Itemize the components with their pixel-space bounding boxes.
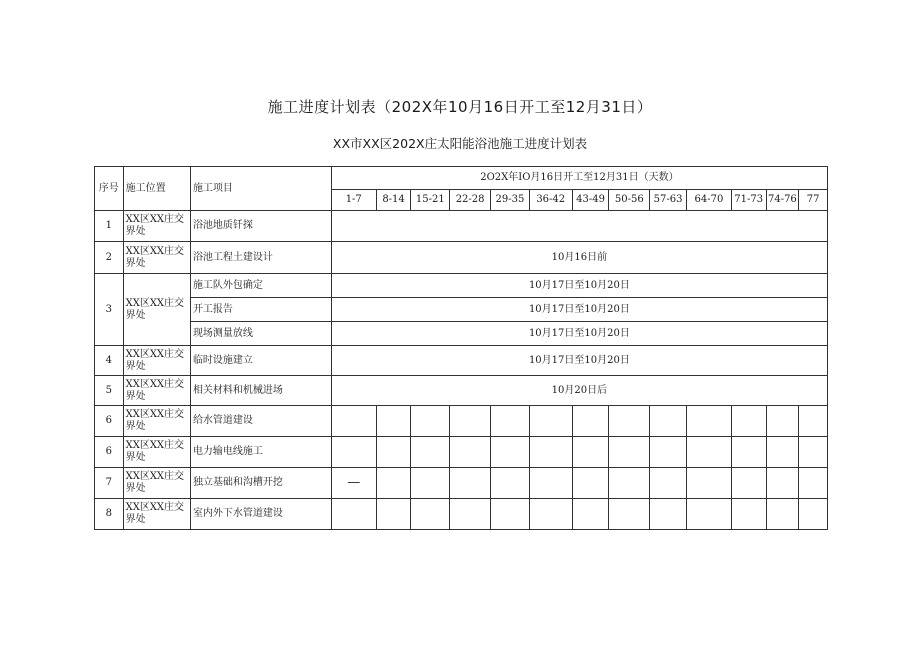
grid-cell xyxy=(731,437,766,468)
grid-cell xyxy=(731,468,766,499)
period-cell: 15-21 xyxy=(411,190,450,211)
period-cell: 50-56 xyxy=(609,190,650,211)
row-item: 室内外下水管道建设 xyxy=(190,499,331,530)
row-no: 8 xyxy=(95,499,124,530)
grid-cell xyxy=(331,406,376,437)
row-item: 施工队外包确定 xyxy=(190,274,331,298)
grid-cell xyxy=(411,406,450,437)
grid-cell xyxy=(491,499,530,530)
row-location: XX区XX庄交界处 xyxy=(123,406,190,437)
grid-cell xyxy=(376,468,411,499)
table-row xyxy=(95,499,828,530)
grid-cell xyxy=(650,406,687,437)
row-location: XX区XX庄交界处 xyxy=(123,499,190,530)
table-row xyxy=(95,274,828,298)
row-no: 2 xyxy=(95,242,124,274)
grid-cell xyxy=(799,437,828,468)
grid-cell xyxy=(572,437,609,468)
period-cell: 1-7 xyxy=(331,190,376,211)
row-location: XX区XX庄交界处 xyxy=(123,211,190,242)
row-item: 给水管道建设 xyxy=(190,406,331,437)
grid-cell xyxy=(572,406,609,437)
row-item: 现场测量放线 xyxy=(190,322,331,346)
period-cell: 22-28 xyxy=(450,190,491,211)
grid-cell xyxy=(491,437,530,468)
period-cell: 36-42 xyxy=(529,190,572,211)
grid-cell xyxy=(731,406,766,437)
grid-cell xyxy=(450,468,491,499)
table-row xyxy=(95,437,828,468)
grid-cell xyxy=(491,468,530,499)
row-location: XX区XX庄交界处 xyxy=(123,468,190,499)
grid-cell xyxy=(799,406,828,437)
grid-cell xyxy=(766,499,799,530)
row-item: 临时设施建立 xyxy=(190,346,331,376)
row-item: 浴池地质钎探 xyxy=(190,211,331,242)
grid-cell xyxy=(766,437,799,468)
grid-cell xyxy=(799,468,828,499)
row-item: 相关材料和机械进场 xyxy=(190,376,331,406)
period-cell: 29-35 xyxy=(491,190,530,211)
row-no: 6 xyxy=(95,437,124,468)
table-row xyxy=(95,242,828,274)
header-row xyxy=(95,167,828,190)
grid-cell xyxy=(529,406,572,437)
grid-cell xyxy=(686,499,731,530)
row-status: 10月17日至10月20日 xyxy=(331,298,827,322)
grid-cell xyxy=(529,437,572,468)
grid-cell xyxy=(376,437,411,468)
grid-cell xyxy=(331,437,376,468)
header-item: 施工项目 xyxy=(190,167,331,211)
table-row xyxy=(95,406,828,437)
grid-cell xyxy=(411,437,450,468)
table-row xyxy=(95,322,828,346)
row-no: 6 xyxy=(95,406,124,437)
row-status: 10月16日前 xyxy=(331,242,827,274)
header-schedule: 2O2X年IO月16日开工至12月31日（天数） xyxy=(331,167,827,190)
grid-cell xyxy=(331,499,376,530)
schedule-table xyxy=(94,166,828,530)
period-cell: 8-14 xyxy=(376,190,411,211)
grid-cell xyxy=(686,437,731,468)
grid-cell xyxy=(609,406,650,437)
row-no: 3 xyxy=(95,274,124,346)
period-cell: 71-73 xyxy=(731,190,766,211)
grid-cell xyxy=(376,406,411,437)
grid-cell xyxy=(609,437,650,468)
grid-cell xyxy=(766,468,799,499)
header-location: 施工位置 xyxy=(123,167,190,211)
row-no: 4 xyxy=(95,346,124,376)
table-row xyxy=(95,376,828,406)
row-no: 7 xyxy=(95,468,124,499)
grid-cell xyxy=(572,499,609,530)
grid-cell xyxy=(609,468,650,499)
grid-cell xyxy=(799,499,828,530)
row-item: 浴池工程土建设计 xyxy=(190,242,331,274)
grid-cell xyxy=(450,437,491,468)
grid-cell xyxy=(411,468,450,499)
grid-cell xyxy=(650,437,687,468)
grid-cell xyxy=(650,499,687,530)
row-status: 10月20日后 xyxy=(331,376,827,406)
row-location: XX区XX庄交界处 xyxy=(123,376,190,406)
header-no: 序号 xyxy=(95,167,124,211)
row-no: 5 xyxy=(95,376,124,406)
table-row xyxy=(95,298,828,322)
grid-cell xyxy=(731,499,766,530)
row-status: 10月17日至10月20日 xyxy=(331,322,827,346)
period-cell: 57-63 xyxy=(650,190,687,211)
grid-cell xyxy=(766,406,799,437)
grid-cell xyxy=(411,499,450,530)
row-location: XX区XX庄交界处 xyxy=(123,242,190,274)
grid-cell xyxy=(491,406,530,437)
row-item: 开工报告 xyxy=(190,298,331,322)
table-row xyxy=(95,468,828,499)
period-cell: 64-70 xyxy=(686,190,731,211)
row-location: XX区XX庄交界处 xyxy=(123,437,190,468)
grid-cell xyxy=(572,468,609,499)
row-status: 10月17日至10月20日 xyxy=(331,346,827,376)
grid-cell xyxy=(450,406,491,437)
row-location: XX区XX庄交界处 xyxy=(123,346,190,376)
grid-cell xyxy=(650,468,687,499)
grid-cell xyxy=(686,406,731,437)
table-row xyxy=(95,211,828,242)
grid-cell xyxy=(529,499,572,530)
row-item: 电力输电线施工 xyxy=(190,437,331,468)
row-status xyxy=(331,211,827,242)
page-title: 施工进度计划表（202X年10月16日开工至12月31日） xyxy=(267,98,653,116)
grid-cell xyxy=(529,468,572,499)
row-item: 独立基础和沟槽开挖 xyxy=(190,468,331,499)
page-subtitle: XX市XX区202X庄太阳能浴池施工进度计划表 xyxy=(332,136,588,151)
grid-cell xyxy=(376,499,411,530)
grid-cell xyxy=(686,468,731,499)
grid-cell xyxy=(450,499,491,530)
row-status: 10月17日至10月20日 xyxy=(331,274,827,298)
row-location: XX区XX庄交界处 xyxy=(123,274,190,346)
period-cell: 77 xyxy=(799,190,828,211)
row-no: 1 xyxy=(95,211,124,242)
period-cell: 43-49 xyxy=(572,190,609,211)
grid-cell xyxy=(609,499,650,530)
table-row xyxy=(95,346,828,376)
period-cell: 74-76 xyxy=(766,190,799,211)
progress-mark: — xyxy=(331,468,376,499)
